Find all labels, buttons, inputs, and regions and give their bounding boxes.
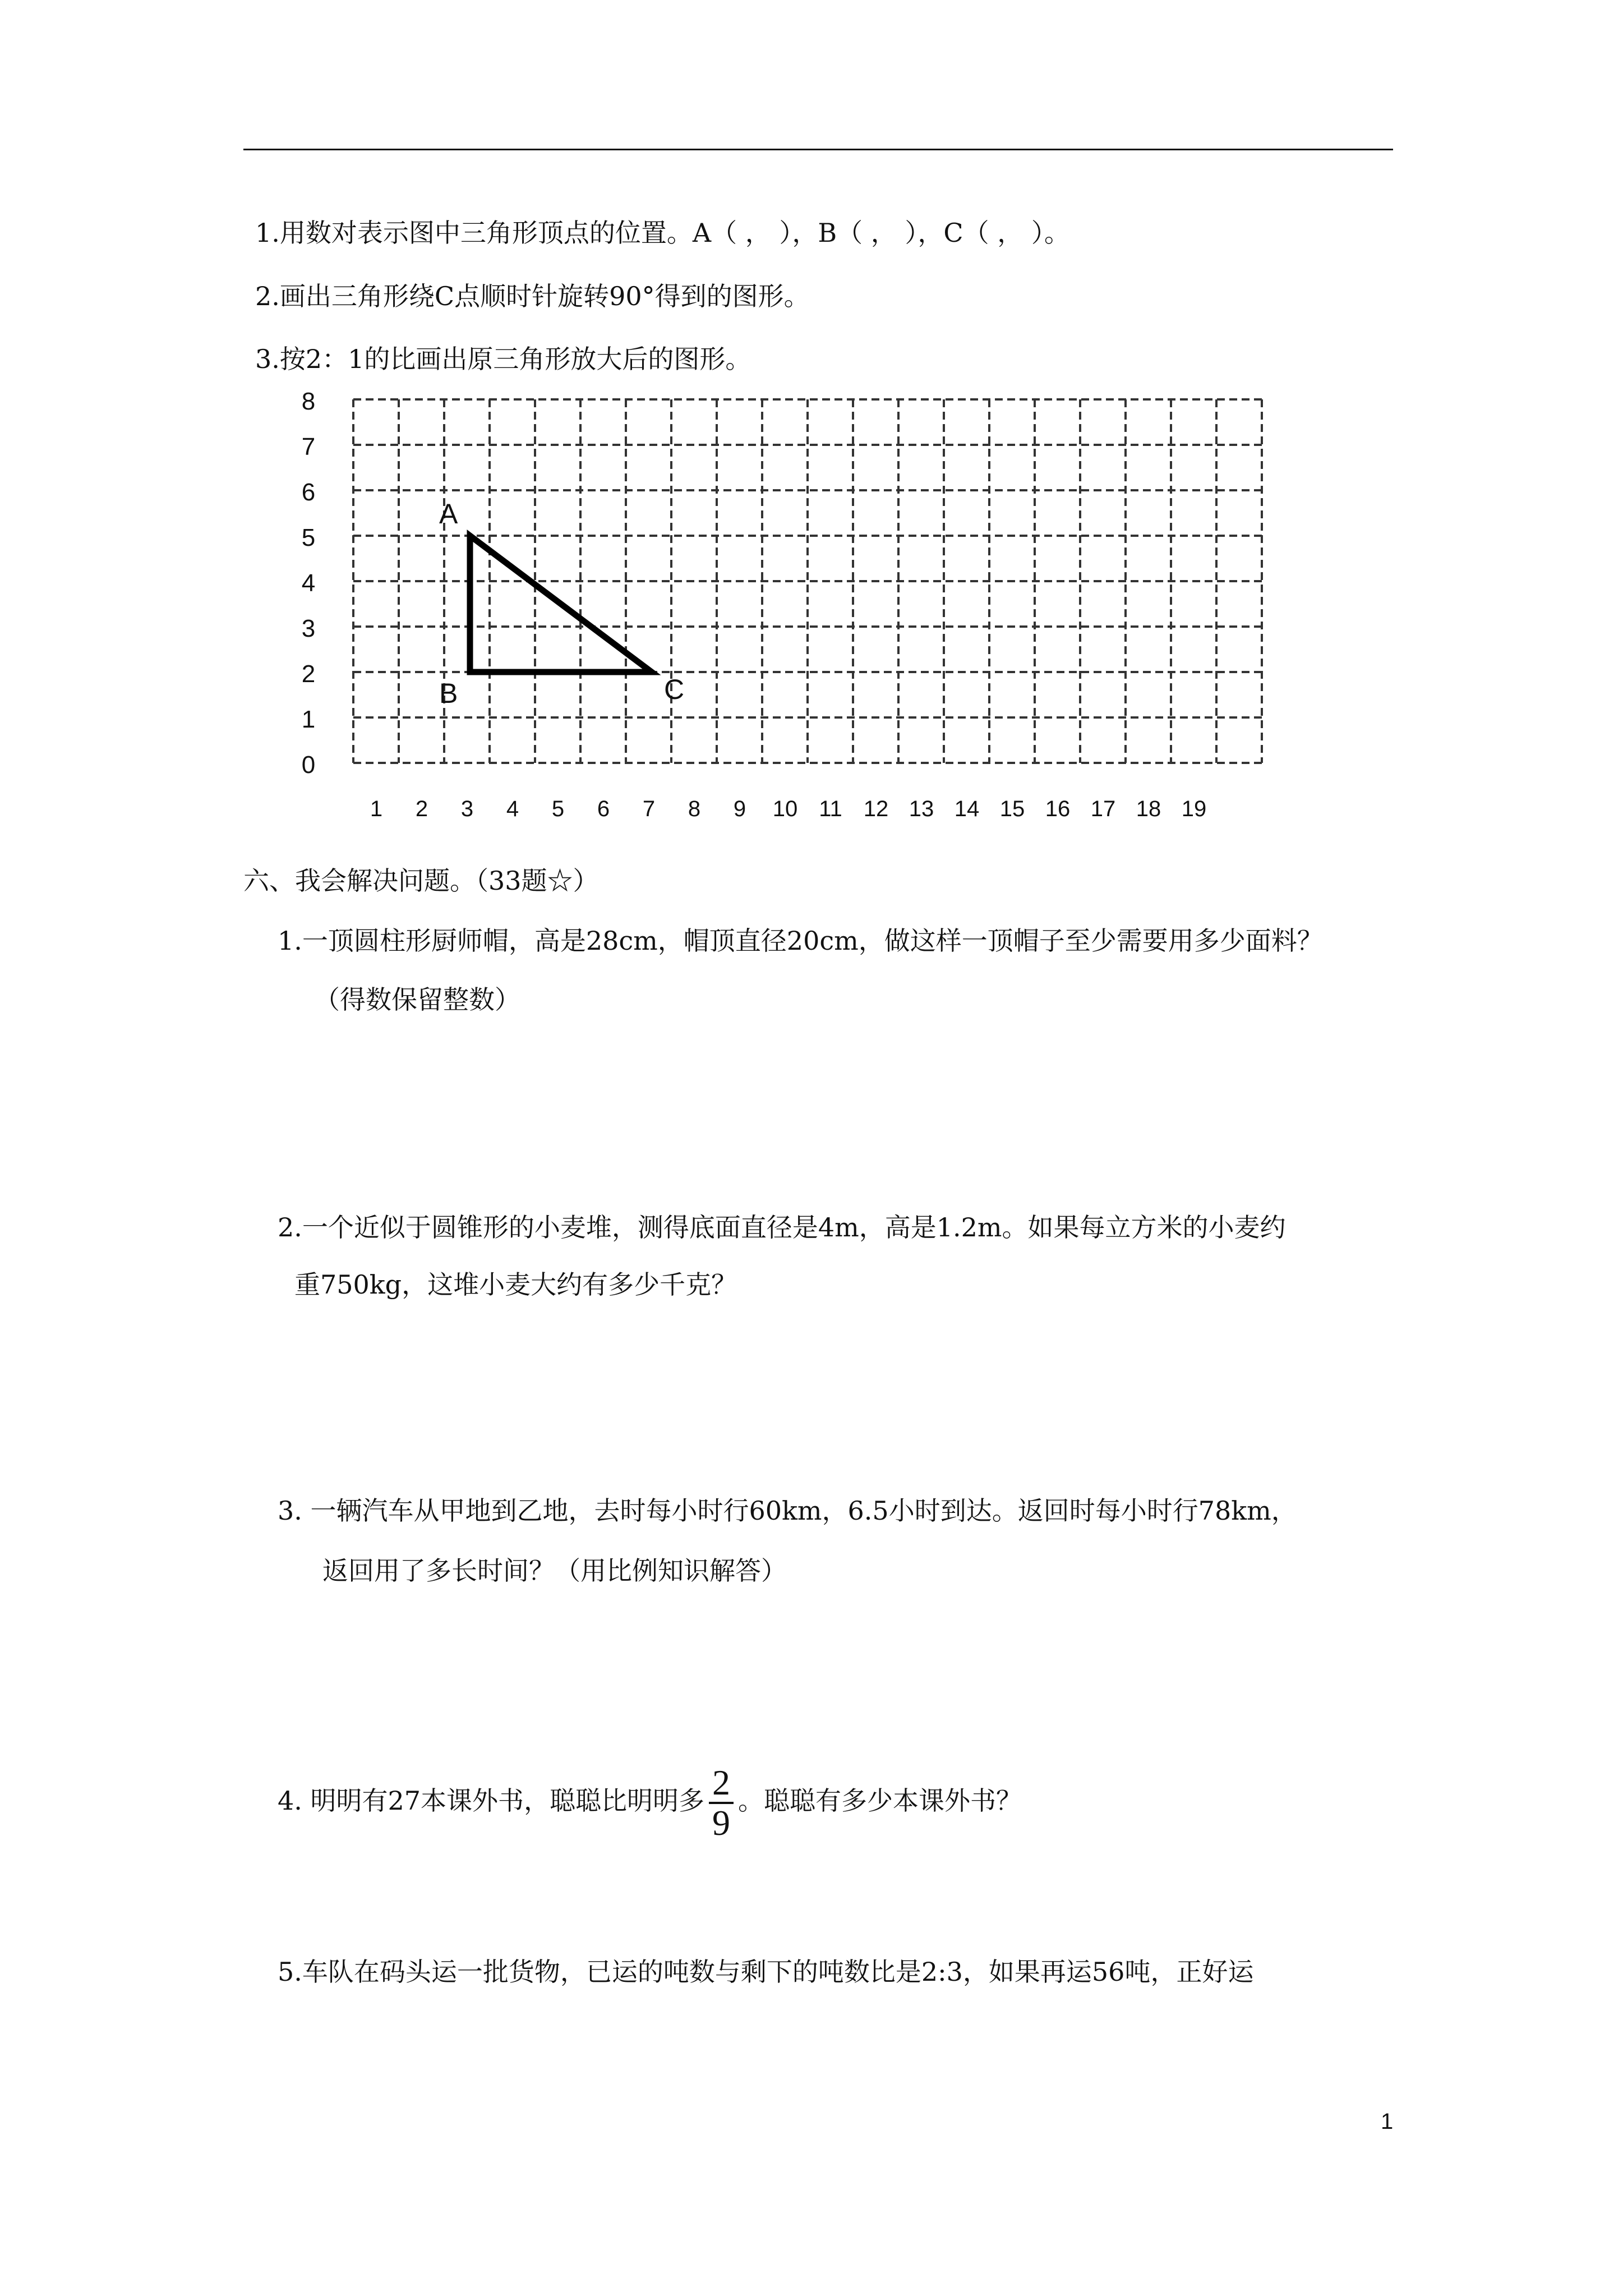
problem-5-line-1: 5.车队在码头运一批货物，已运的吨数与剩下的吨数比是2:3，如果再运56吨，正好运	[278, 1957, 1254, 1987]
problem-4-line	[278, 1759, 1022, 1843]
x-tick-label: 1	[370, 797, 383, 821]
y-tick-label: 6	[301, 478, 316, 506]
y-tick-label: 1	[301, 706, 316, 733]
x-tick-label: 17	[1090, 797, 1116, 821]
page-number: 1	[1381, 2109, 1394, 2134]
question-3-line: 3.按2：1的比画出原三角形放大后的图形。	[255, 344, 751, 374]
x-tick-label: 5	[551, 797, 565, 821]
y-tick-label: 5	[301, 524, 316, 551]
y-tick-label: 4	[301, 569, 316, 597]
x-tick-label: 4	[506, 797, 519, 821]
y-tick-label: 3	[301, 615, 316, 642]
x-tick-label: 2	[415, 797, 428, 821]
x-tick-label: 11	[819, 797, 842, 821]
problem-3-line-1: 3. 一辆汽车从甲地到乙地，去时每小时行60km，6.5小时到达。返回时每小时行78km，	[278, 1496, 1297, 1526]
x-tick-label: 19	[1181, 797, 1207, 821]
x-tick-label: 6	[597, 797, 610, 821]
vertex-label-b: B	[439, 678, 458, 709]
y-tick-label: 0	[301, 751, 316, 779]
coordinate-grid	[292, 373, 1301, 833]
section-title: 六、我会解决问题。（33题☆）	[243, 866, 599, 896]
x-tick-label: 16	[1045, 797, 1071, 821]
x-tick-label: 3	[460, 797, 474, 821]
x-tick-label: 12	[863, 797, 889, 821]
problem-4-prefix: 4. 明明有27本课外书，聪聪比明明多	[278, 1786, 705, 1816]
x-tick-label: 7	[642, 797, 656, 821]
x-tick-label: 9	[733, 797, 746, 821]
y-tick-label: 8	[301, 388, 316, 415]
x-tick-label: 10	[772, 797, 798, 821]
problem-3-line-2: 返回用了多长时间？（用比例知识解答）	[322, 1556, 787, 1586]
vertex-label-a: A	[439, 498, 458, 530]
header-rule	[243, 149, 1393, 150]
x-tick-label: 14	[954, 797, 980, 821]
x-tick-label: 18	[1136, 797, 1161, 821]
y-tick-label: 2	[301, 660, 316, 688]
question-2-line: 2.画出三角形绕C点顺时针旋转90°得到的图形。	[255, 281, 810, 311]
triangle-abc	[470, 536, 652, 672]
y-tick-label: 7	[301, 433, 316, 461]
problem-1-line-2: （得数保留整数）	[314, 984, 520, 1015]
problem-2-line-1: 2.一个近似于圆锥形的小麦堆，测得底面直径是4m，高是1.2m。如果每立方米的小麦约	[278, 1212, 1286, 1243]
vertex-label-c: C	[664, 674, 685, 705]
question-1-line: 1.用数对表示图中三角形顶点的位置。A（ ， ），B（ ， ），C（ ， ）。	[255, 218, 1070, 248]
problem-2-line-2: 重750kg，这堆小麦大约有多少千克？	[294, 1269, 737, 1300]
problem-1-line-1: 1.一顶圆柱形厨师帽，高是28cm，帽顶直径20cm，做这样一顶帽子至少需要用多少面料？	[278, 926, 1323, 956]
fraction-denominator: 9	[712, 1803, 731, 1843]
problem-4-suffix: 。聪聪有多少本课外书？	[738, 1786, 1022, 1816]
x-tick-label: 15	[999, 797, 1025, 821]
x-tick-label: 13	[909, 797, 934, 821]
fraction	[709, 1764, 734, 1842]
fraction-numerator: 2	[709, 1764, 734, 1804]
x-tick-label: 8	[688, 797, 701, 821]
